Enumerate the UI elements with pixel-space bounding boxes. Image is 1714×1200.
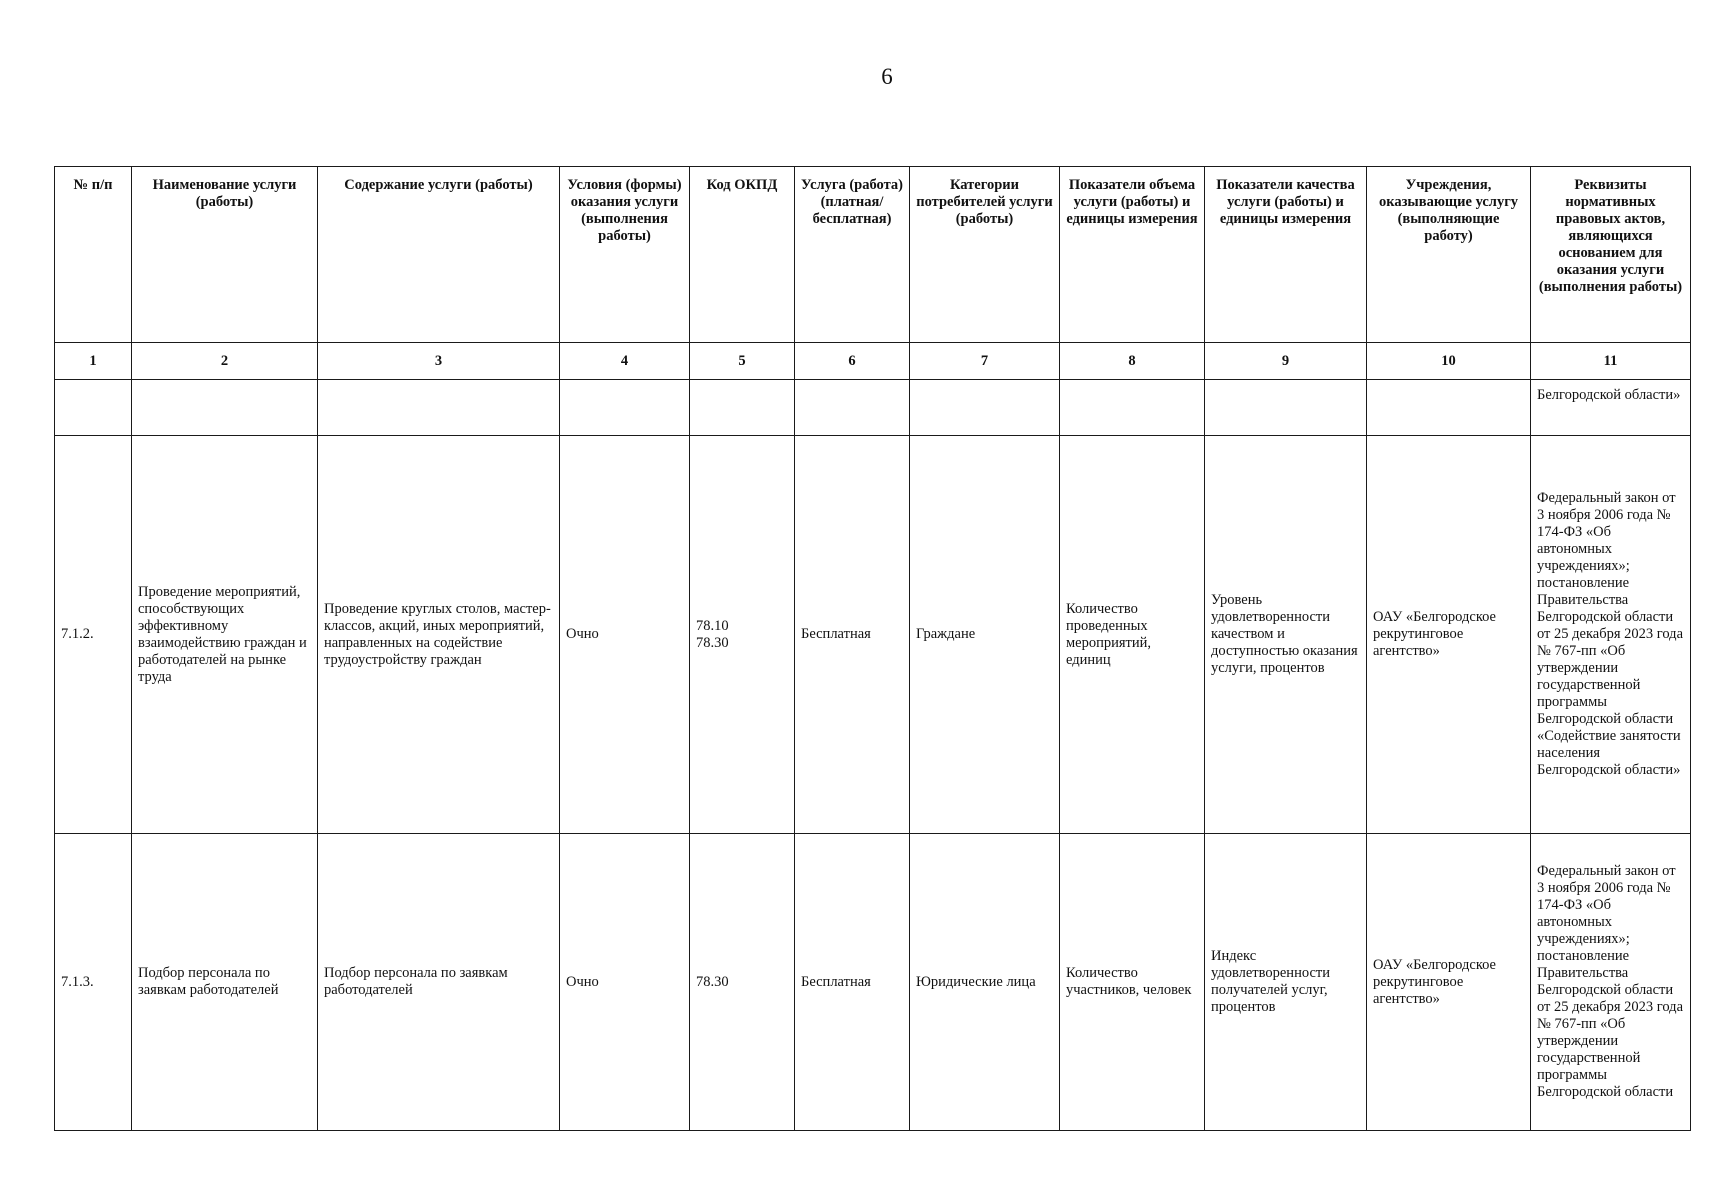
header-row (55, 167, 1691, 343)
paid-free-cell: Бесплатная (795, 834, 910, 1131)
column-number: 2 (132, 343, 318, 380)
quality-indicator-cell: Уровень удовлетворенности качеством и доступностью оказания услуги, процентов (1205, 436, 1367, 834)
column-number: 7 (910, 343, 1060, 380)
column-number: 1 (55, 343, 132, 380)
service-content-cell: Подбор персонала по заявкам работодателей (318, 834, 560, 1131)
table-cell (795, 380, 910, 436)
row-number-cell: 7.1.2. (55, 436, 132, 834)
table-row (55, 834, 1691, 1131)
column-number-row (55, 343, 1691, 380)
volume-indicator-cell: Количество участников, человек (1060, 834, 1205, 1131)
table-cell (1060, 380, 1205, 436)
continuation-row (55, 380, 1691, 436)
legal-acts-cell: Федеральный закон от 3 ноября 2006 года № 174-ФЗ «Об автономных учреждениях»; постановление Правительства Белгородской области от 25 декабря 2023 года № 767-пп «Об утверждении государственной программы Белгородской области «Содействие занятости населения Белгородской области» (1531, 436, 1691, 834)
okpd-cell: 78.30 (690, 834, 795, 1131)
header-cell-paid: Услуга (работа) (платная/ бесплатная) (795, 167, 910, 343)
header-cell-acts: Реквизиты нормативных правовых актов, являющихся основанием для оказания услуги (выполнения работы) (1531, 167, 1691, 343)
conditions-cell: Очно (560, 436, 690, 834)
column-number: 3 (318, 343, 560, 380)
services-table (54, 166, 1691, 1131)
acts-continuation-cell: Белгородской области» (1531, 380, 1691, 436)
consumers-cell: Юридические лица (910, 834, 1060, 1131)
quality-indicator-cell: Индекс удовлетворенности получателей услуг, процентов (1205, 834, 1367, 1131)
consumers-cell: Граждане (910, 436, 1060, 834)
column-number: 8 (1060, 343, 1205, 380)
table-cell (1205, 380, 1367, 436)
paid-free-cell: Бесплатная (795, 436, 910, 834)
header-cell-okpd: Код ОКПД (690, 167, 795, 343)
column-number: 11 (1531, 343, 1691, 380)
volume-indicator-cell: Количество проведенных мероприятий, единиц (1060, 436, 1205, 834)
table-cell (1367, 380, 1531, 436)
legal-acts-cell: Федеральный закон от 3 ноября 2006 года № 174-ФЗ «Об автономных учреждениях»; постановление Правительства Белгородской области от 25 декабря 2023 года № 767-пп «Об утверждении государственной программы Белгородской области (1531, 834, 1691, 1131)
column-number: 4 (560, 343, 690, 380)
table-cell (132, 380, 318, 436)
column-number: 10 (1367, 343, 1531, 380)
header-cell-institution: Учреждения, оказывающие услугу (выполняющие работу) (1367, 167, 1531, 343)
header-cell-name: Наименование услуги (работы) (132, 167, 318, 343)
table-cell (910, 380, 1060, 436)
header-cell-conditions: Условия (формы) оказания услуги (выполнения работы) (560, 167, 690, 343)
header-cell-num: № п/п (55, 167, 132, 343)
header-cell-volume: Показатели объема услуги (работы) и единицы измерения (1060, 167, 1205, 343)
table-cell (55, 380, 132, 436)
table-cell (690, 380, 795, 436)
okpd-cell: 78.10 78.30 (690, 436, 795, 834)
conditions-cell: Очно (560, 834, 690, 1131)
column-number: 6 (795, 343, 910, 380)
page-number: 6 (881, 64, 893, 89)
service-name-cell: Подбор персонала по заявкам работодателей (132, 834, 318, 1131)
header-cell-quality: Показатели качества услуги (работы) и единицы измерения (1205, 167, 1367, 343)
service-content-cell: Проведение круглых столов, мастер-классов, акций, иных мероприятий, направленных на содействие трудоустройству граждан (318, 436, 560, 834)
table-cell (560, 380, 690, 436)
table-row (55, 436, 1691, 834)
table-cell (318, 380, 560, 436)
column-number: 9 (1205, 343, 1367, 380)
institution-cell: ОАУ «Белгородское рекрутинговое агентство» (1367, 436, 1531, 834)
service-name-cell: Проведение мероприятий, способствующих эффективному взаимодействию граждан и работодателей на рынке труда (132, 436, 318, 834)
header-cell-consumers: Категории потребителей услуги (работы) (910, 167, 1060, 343)
row-number-cell: 7.1.3. (55, 834, 132, 1131)
header-cell-content: Содержание услуги (работы) (318, 167, 560, 343)
column-number: 5 (690, 343, 795, 380)
institution-cell: ОАУ «Белгородское рекрутинговое агентство» (1367, 834, 1531, 1131)
